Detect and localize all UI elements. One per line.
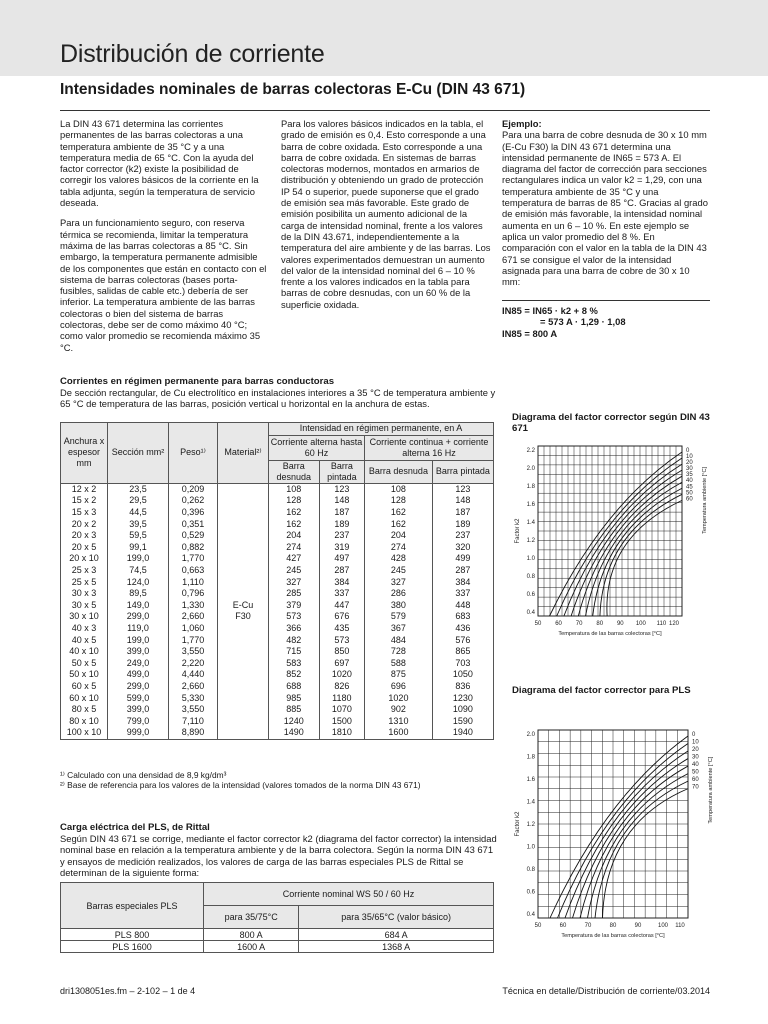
table-cell: 0,529: [169, 530, 218, 542]
table-cell: 688: [269, 681, 320, 693]
table-cell: 367: [365, 623, 433, 635]
y-tick-label: 1.4: [526, 520, 535, 526]
table-cell: 715: [269, 646, 320, 658]
table-cell: 199,0: [108, 634, 169, 646]
col-header-continua: Corriente continua + corriente alterna 16 Hz: [365, 435, 494, 460]
table-cell: 162: [269, 507, 320, 519]
table-cell: E-Cu F30: [218, 483, 269, 739]
table-cell: 337: [432, 588, 493, 600]
table-cell: 366: [269, 623, 320, 635]
formula-line-2: = 573 A · 1,29 · 1,08: [540, 316, 626, 328]
table-cell: 162: [269, 518, 320, 530]
table-cell: 850: [319, 646, 365, 658]
table-cell: 204: [269, 530, 320, 542]
table-cell: 836: [432, 681, 493, 693]
right-tick-label: 20: [692, 747, 699, 754]
table-cell: 1,060: [169, 623, 218, 635]
table-cell: 1500: [319, 715, 365, 727]
table-cell: 482: [269, 634, 320, 646]
y-tick-label: 1.6: [526, 777, 535, 783]
table-cell: 1,110: [169, 576, 218, 588]
x-tick-label: 100: [657, 923, 669, 929]
x-tick-label: 60: [555, 621, 562, 627]
table-cell: 123: [432, 483, 493, 495]
table-cell: 249,0: [108, 658, 169, 670]
table-cell: 74,5: [108, 565, 169, 577]
table-cell: 108: [269, 483, 320, 495]
table-cell: 826: [319, 681, 365, 693]
table-cell: 985: [269, 692, 320, 704]
table-cell: 499,0: [108, 669, 169, 681]
y-tick-label: 0.8: [526, 574, 535, 580]
formula-line-1: IN85 = IN65 · k2 + 8 %: [502, 305, 598, 316]
right-tick-label: 30: [686, 466, 693, 473]
table-description: De sección rectangular, de Cu electrolítico en instalaciones interiores a 35 °C de temperatura ambiente y 65 °C de temperatura de las barras, posición vertical u horizontal en la anchura de estas.: [60, 387, 496, 410]
table-cell: 448: [432, 600, 493, 612]
table-cell: 576: [432, 634, 493, 646]
table-cell: 1490: [269, 727, 320, 739]
table-row: [61, 727, 494, 739]
x-axis-label: Temperatura de las barras colectoras [°C]: [561, 933, 665, 939]
section-heading: Intensidades nominales de barras colectoras E-Cu (DIN 43 671): [60, 81, 526, 98]
col-header-desnuda: Barra desnuda: [269, 460, 320, 483]
table-cell: 286: [365, 588, 433, 600]
col-header-para-65: para 35/65°C (valor básico): [299, 906, 494, 929]
table-cell: 579: [365, 611, 433, 623]
paragraph: Para un funcionamiento seguro, con reserva térmica se recomienda, limitar la temperatura máxima de las barras colectoras a 85 °C. Sin embargo, la temperatura permanente admisible de los componentes que están en contacto con el sistema de barras colectoras (bases porta-fusibles, salidas de cable etc.) debería de ser inferior. La temperatura ambiente de las barras colectoras o bien del sistema de barras colectoras, debe ser de como máximo 40 °C; como valor promedio se recomienda máximo 35 °C.: [60, 217, 267, 353]
table-cell: 327: [269, 576, 320, 588]
table-cell: 499: [432, 553, 493, 565]
table-cell: 0,663: [169, 565, 218, 577]
y-tick-label: 0.6: [526, 592, 535, 598]
table-cell: 30 x 10: [61, 611, 108, 623]
text-column-1: [60, 118, 270, 362]
table-cell: 1020: [319, 669, 365, 681]
y-tick-label: 2.0: [526, 466, 535, 472]
y2-axis-label: Temperatura ambiente [°C]: [708, 756, 714, 824]
y-tick-label: 1.2: [526, 822, 535, 828]
table-cell: PLS 1600: [61, 941, 204, 953]
table-cell: 40 x 3: [61, 623, 108, 635]
right-tick-label: 70: [692, 784, 699, 791]
table-cell: 187: [319, 507, 365, 519]
x-tick-label: 90: [616, 621, 624, 627]
table-cell: 436: [432, 623, 493, 635]
diagram-title: Diagrama del factor corrector según DIN 43 671: [512, 412, 710, 435]
table-cell: 427: [269, 553, 320, 565]
table-cell: 319: [319, 542, 365, 554]
table-cell: 327: [365, 576, 433, 588]
table-cell: 573: [269, 611, 320, 623]
y2-axis-label: Temperatura ambiente [°C]: [702, 466, 708, 534]
pls-table: [60, 882, 494, 953]
y-tick-label: 0.6: [526, 889, 535, 896]
table-cell: 274: [269, 542, 320, 554]
table-row: [61, 692, 494, 704]
table-cell: 40 x 10: [61, 646, 108, 658]
table-cell: 573: [319, 634, 365, 646]
x-tick-label: 90: [634, 923, 642, 929]
right-tick-label: 10: [686, 454, 693, 461]
table-cell: 80 x 10: [61, 715, 108, 727]
table-cell: 399,0: [108, 704, 169, 716]
table-cell: 703: [432, 658, 493, 670]
table-cell: 683: [432, 611, 493, 623]
table-cell: 12 x 2: [61, 483, 108, 495]
table-cell: 1368 A: [299, 941, 494, 953]
y-tick-label: 2.2: [526, 448, 535, 454]
table-cell: 3,550: [169, 646, 218, 658]
x-tick-label: 70: [575, 621, 583, 627]
table-row: [61, 623, 494, 635]
y-tick-label: 1.0: [526, 556, 535, 562]
table-row: [61, 507, 494, 519]
table-cell: 1940: [432, 727, 493, 739]
table-cell: 60 x 10: [61, 692, 108, 704]
right-tick-label: 40: [692, 762, 699, 769]
right-tick-label: 60: [692, 777, 699, 784]
table-cell: 2,660: [169, 681, 218, 693]
table-cell: 287: [432, 565, 493, 577]
table-cell: 1230: [432, 692, 493, 704]
table-cell: 684 A: [299, 929, 494, 941]
x-tick-label: 70: [584, 923, 592, 929]
table-cell: 435: [319, 623, 365, 635]
right-tick-label: 45: [686, 484, 693, 491]
y-tick-label: 2.0: [526, 732, 535, 738]
table-cell: 189: [432, 518, 493, 530]
table-cell: 1020: [365, 692, 433, 704]
formula-line-3: IN85 = 800 A: [502, 327, 558, 339]
table-cell: 337: [319, 588, 365, 600]
table-row: [61, 929, 494, 941]
x-tick-label: 50: [534, 923, 542, 929]
table-cell: 237: [319, 530, 365, 542]
current-table: [60, 422, 494, 740]
col-header-corriente: Corriente nominal WS 50 / 60 Hz: [204, 883, 494, 906]
table-cell: 599,0: [108, 692, 169, 704]
table-cell: 588: [365, 658, 433, 670]
table-cell: 162: [365, 507, 433, 519]
col-header-desnuda: Barra desnuda: [365, 460, 433, 483]
footnote: ¹⁾ Calculado con una densidad de 8,9 kg/dm³: [60, 770, 227, 780]
x-tick-label: 60: [559, 923, 567, 929]
table-cell: 20 x 10: [61, 553, 108, 565]
col-header-alterna: Corriente alterna hasta 60 Hz: [269, 435, 365, 460]
table-cell: 148: [319, 495, 365, 507]
table-cell: 59,5: [108, 530, 169, 542]
col-header-barras: Barras especiales PLS: [61, 883, 204, 929]
table-row: [61, 611, 494, 623]
table-cell: 728: [365, 646, 433, 658]
table-cell: 1810: [319, 727, 365, 739]
table-row: [61, 553, 494, 565]
right-tick-label: 20: [686, 460, 693, 467]
y-tick-label: 1.4: [526, 799, 535, 806]
col-header-pintada: Barra pintada: [432, 460, 493, 483]
table-cell: 3,550: [169, 704, 218, 716]
table-cell: 149,0: [108, 600, 169, 612]
y-tick-label: 1.8: [526, 484, 535, 490]
paragraph: Para los valores básicos indicados en la tabla, el grado de emisión es 0,4. Esto corresponde a una barra de cobre oxidada. Esto corresponde a una barra de cobre oxidada. En sistemas de barras colectoras modernos, montados en armarios de distribución y obteniendo un grado de protección IP 54 o superior, puede suponerse que el grado de emisión sea más favorable. Este grado de emisión posibilita un aumento adicional de la carga de intensidad nominal, frente a los valores de la DIN 43.671, independientemente a la temperatura del aire ambiente y de las barras. Los valores experimentados demuestran un aumento del valor de la intensidad nominal del 6 – 10 % frente a los valores indicados en la tabla para barras de cobre desnudas, con un 60 % de la superficie oxidada.: [281, 118, 491, 310]
table-cell: 50 x 10: [61, 669, 108, 681]
table-cell: 128: [365, 495, 433, 507]
table-row: [61, 530, 494, 542]
divider: [60, 110, 710, 111]
paragraph: Para una barra de cobre desnuda de 30 x 10 mm (E-Cu F30) la DIN 43 671 determina una intensidad permanente de IN65 = 573 A. El diagrama del factor de corrección para secciones rectangulares indica un valor k2 = 1,29, con una temperatura ambiente de 35 °C y una temperatura de barras de 85 °C. Gracias al grado de emisión más favorable, la intensidad nominal aumenta en un 6 – 10 %. En este ejemplo se aplica un valor promedio del 8 %. En comparación con el valor en la tabla de la DIN 43 671 se consigue el valor de la intensidad asignada para una barra de cobre de 30 x 10 mm:: [502, 129, 708, 288]
col-header-material: Material²⁾: [218, 423, 269, 484]
x-axis-label: Temperatura de las barras colectoras [°C]: [558, 631, 662, 637]
table-title: Corrientes en régimen permanente para barras conductoras: [60, 376, 335, 387]
table-cell: 20 x 5: [61, 542, 108, 554]
table-cell: 1,330: [169, 600, 218, 612]
correction-factor-diagram-pls: [510, 722, 714, 950]
table-cell: 25 x 5: [61, 576, 108, 588]
table-cell: 23,5: [108, 483, 169, 495]
table-cell: 30 x 5: [61, 600, 108, 612]
table-row: [61, 483, 494, 495]
table-cell: 299,0: [108, 681, 169, 693]
table-cell: 0,262: [169, 495, 218, 507]
right-tick-label: 50: [686, 490, 693, 497]
table-cell: 80 x 5: [61, 704, 108, 716]
table-cell: 40 x 5: [61, 634, 108, 646]
table-cell: 1240: [269, 715, 320, 727]
formula-box: [502, 300, 710, 339]
table-cell: 1310: [365, 715, 433, 727]
table-cell: 1600: [365, 727, 433, 739]
table-cell: 123: [319, 483, 365, 495]
diagram-title: Diagrama del factor corrector para PLS: [512, 685, 691, 696]
table-cell: 29,5: [108, 495, 169, 507]
page-title: Distribución de corriente: [60, 40, 325, 68]
table-cell: 1050: [432, 669, 493, 681]
table-cell: 380: [365, 600, 433, 612]
footer-right: Técnica en detalle/Distribución de corriente/03.2014: [502, 986, 710, 996]
table-cell: 285: [269, 588, 320, 600]
col-header-pintada: Barra pintada: [319, 460, 365, 483]
table-row: [61, 704, 494, 716]
x-tick-label: 110: [656, 621, 667, 627]
table-cell: 128: [269, 495, 320, 507]
table-cell: 8,890: [169, 727, 218, 739]
text-column-2: [281, 118, 491, 319]
table-cell: 697: [319, 658, 365, 670]
footnote: ²⁾ Base de referencia para los valores de la intensidad (valores tomados de la norma DIN 43 671): [60, 780, 421, 790]
table-cell: 60 x 5: [61, 681, 108, 693]
table-cell: 274: [365, 542, 433, 554]
x-tick-label: 80: [596, 621, 604, 627]
table-cell: 7,110: [169, 715, 218, 727]
table-cell: 379: [269, 600, 320, 612]
table-cell: 189: [319, 518, 365, 530]
x-tick-label: 80: [609, 923, 617, 929]
table-cell: 1600 A: [204, 941, 299, 953]
right-tick-label: 40: [686, 478, 693, 485]
example-heading: Ejemplo:: [502, 118, 542, 129]
table-cell: 204: [365, 530, 433, 542]
table-row: [61, 634, 494, 646]
table-cell: 384: [319, 576, 365, 588]
table-row: [61, 715, 494, 727]
table-row: [61, 600, 494, 612]
table-row: [61, 941, 494, 953]
right-tick-label: 35: [686, 472, 693, 479]
table-cell: 25 x 3: [61, 565, 108, 577]
table-cell: 399,0: [108, 646, 169, 658]
text-column-3: [502, 118, 710, 296]
table-cell: 148: [432, 495, 493, 507]
table-cell: 1,770: [169, 553, 218, 565]
table-cell: 237: [432, 530, 493, 542]
table-cell: 865: [432, 646, 493, 658]
col-header-anchura: Anchura x espesor mm: [61, 423, 108, 484]
table-cell: 44,5: [108, 507, 169, 519]
table-cell: 384: [432, 576, 493, 588]
x-tick-label: 50: [534, 621, 542, 627]
table-cell: 800 A: [204, 929, 299, 941]
y-tick-label: 1.8: [526, 754, 535, 761]
col-header-intensidad: Intensidad en régimen permanente, en A: [269, 423, 494, 436]
table-row: [61, 588, 494, 600]
table-cell: 1070: [319, 704, 365, 716]
table-cell: 696: [365, 681, 433, 693]
table-row: [61, 658, 494, 670]
table-cell: 999,0: [108, 727, 169, 739]
pls-title: Carga eléctrica del PLS, de Rittal: [60, 822, 210, 833]
y-tick-label: 0.4: [526, 912, 535, 918]
table-row: [61, 646, 494, 658]
table-cell: 1180: [319, 692, 365, 704]
x-tick-label: 100: [635, 621, 646, 627]
table-cell: 287: [319, 565, 365, 577]
table-cell: 0,882: [169, 542, 218, 554]
right-tick-label: 30: [692, 754, 699, 761]
table-cell: 99,1: [108, 542, 169, 554]
x-tick-label: 120: [668, 621, 680, 627]
table-cell: 4,440: [169, 669, 218, 681]
right-tick-label: 0: [692, 732, 696, 738]
table-cell: 299,0: [108, 611, 169, 623]
col-header-peso: Peso¹⁾: [169, 423, 218, 484]
table-cell: 0,209: [169, 483, 218, 495]
table-cell: 119,0: [108, 623, 169, 635]
col-header-seccion: Sección mm²: [108, 423, 169, 484]
table-cell: 583: [269, 658, 320, 670]
y-tick-label: 1.6: [526, 502, 535, 508]
table-cell: 108: [365, 483, 433, 495]
table-row: [61, 518, 494, 530]
table-cell: 0,351: [169, 518, 218, 530]
table-cell: 1,770: [169, 634, 218, 646]
table-row: [61, 565, 494, 577]
y-tick-label: 1.2: [526, 538, 535, 544]
table-cell: 20 x 2: [61, 518, 108, 530]
table-cell: 484: [365, 634, 433, 646]
table-cell: 852: [269, 669, 320, 681]
right-tick-label: 50: [692, 769, 699, 776]
paragraph: La DIN 43 671 determina las corrientes permanentes de las barras colectoras a una temperatura ambiente de 35 °C y a una temperatura media de 65 °C. Con la ayuda del factor corrector (k2) existe la posibilidad de corregir los valores básicos de la corriente en la tabla adjunta, según la temperatura de servicio deseada.: [60, 118, 259, 209]
table-cell: 0,796: [169, 588, 218, 600]
table-cell: 5,330: [169, 692, 218, 704]
table-cell: 199,0: [108, 553, 169, 565]
table-cell: 447: [319, 600, 365, 612]
table-cell: 89,5: [108, 588, 169, 600]
table-row: [61, 681, 494, 693]
y-axis-label: Factor k2: [515, 518, 521, 544]
right-tick-label: 10: [692, 739, 699, 746]
table-cell: 100 x 10: [61, 727, 108, 739]
table-row: [61, 495, 494, 507]
table-cell: 320: [432, 542, 493, 554]
table-cell: 124,0: [108, 576, 169, 588]
y-axis-label: Factor k2: [515, 811, 521, 837]
table-cell: 15 x 2: [61, 495, 108, 507]
table-row: [61, 576, 494, 588]
right-tick-label: 0: [686, 448, 690, 454]
table-cell: PLS 800: [61, 929, 204, 941]
table-cell: 30 x 3: [61, 588, 108, 600]
y-tick-label: 0.8: [526, 867, 535, 873]
table-cell: 676: [319, 611, 365, 623]
col-header-para-75: para 35/75°C: [204, 906, 299, 929]
table-cell: 1590: [432, 715, 493, 727]
correction-factor-diagram-din: [510, 438, 710, 638]
pls-description: Según DIN 43 671 se corrige, mediante el factor corrector k2 (diagrama del factor corrector) la intensidad nominal base en relación a la temperatura ambiente y de la barra colectora. Según la norma DIN 43 671 y ensayos de medición realizados, los valores de carga de las barras especiales PLS de Rittal se determinan de la siguiente forma:: [60, 833, 497, 878]
table-cell: 39,5: [108, 518, 169, 530]
table-cell: 428: [365, 553, 433, 565]
table-cell: 2,660: [169, 611, 218, 623]
table-cell: 245: [365, 565, 433, 577]
table-cell: 20 x 3: [61, 530, 108, 542]
right-tick-label: 60: [686, 496, 693, 503]
table-row: [61, 669, 494, 681]
page-header: [0, 0, 768, 76]
table-cell: 2,220: [169, 658, 218, 670]
table-row: [61, 542, 494, 554]
table-cell: 187: [432, 507, 493, 519]
table-cell: 50 x 5: [61, 658, 108, 670]
y-tick-label: 1.0: [526, 844, 535, 851]
table-cell: 162: [365, 518, 433, 530]
table-cell: 885: [269, 704, 320, 716]
table-cell: 875: [365, 669, 433, 681]
table-cell: 0,396: [169, 507, 218, 519]
table-cell: 497: [319, 553, 365, 565]
table-cell: 245: [269, 565, 320, 577]
table-cell: 799,0: [108, 715, 169, 727]
table-cell: 902: [365, 704, 433, 716]
x-tick-label: 110: [675, 923, 685, 929]
y-tick-label: 0.4: [526, 610, 535, 616]
table-cell: 15 x 3: [61, 507, 108, 519]
footer-left: dri1308051es.fm – 2-102 – 1 de 4: [60, 986, 196, 996]
table-cell: 1090: [432, 704, 493, 716]
